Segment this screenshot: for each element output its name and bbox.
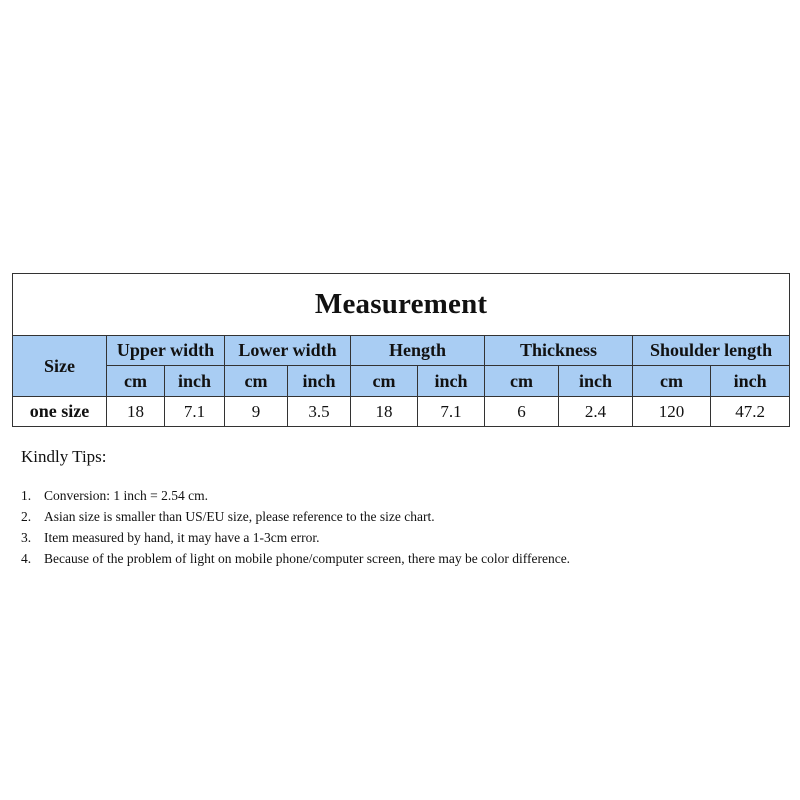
table-row — [13, 397, 790, 427]
unit-header-cm: cm — [225, 366, 288, 397]
unit-header-cm: cm — [485, 366, 559, 397]
column-header-upper-width: Upper width — [107, 336, 225, 366]
column-header-shoulder-length: Shoulder length — [633, 336, 790, 366]
size-chart-table — [12, 273, 790, 427]
row-size-label: one size — [13, 397, 107, 427]
unit-header-cm: cm — [351, 366, 418, 397]
unit-header-cm: cm — [107, 366, 165, 397]
column-header-thickness: Thickness — [485, 336, 633, 366]
unit-header-inch: inch — [418, 366, 485, 397]
table-cell: 3.5 — [288, 397, 351, 427]
table-cell: 47.2 — [711, 397, 790, 427]
table-cell: 120 — [633, 397, 711, 427]
table-cell: 7.1 — [418, 397, 485, 427]
tips-title: Kindly Tips: — [21, 447, 107, 466]
tip-number: 3. — [21, 530, 32, 545]
table-cell: 7.1 — [165, 397, 225, 427]
tip-item — [21, 548, 621, 569]
unit-header-inch: inch — [165, 366, 225, 397]
size-column-header: Size — [13, 336, 107, 397]
column-header-lower-width: Lower width — [225, 336, 351, 366]
tip-item — [21, 506, 621, 527]
tip-text: Asian size is smaller than US/EU size, please reference to the size chart. — [44, 509, 435, 524]
table-title: Measurement — [13, 274, 790, 336]
kindly-tips-section — [21, 447, 621, 569]
tip-number: 4. — [21, 551, 32, 566]
table-cell: 18 — [351, 397, 418, 427]
unit-header-inch: inch — [559, 366, 633, 397]
tip-text: Because of the problem of light on mobile phone/computer screen, there may be color difference. — [44, 551, 571, 566]
tip-text: Conversion: 1 inch = 2.54 cm. — [44, 488, 208, 503]
tip-number: 1. — [21, 488, 32, 503]
table-cell: 6 — [485, 397, 559, 427]
table-cell: 2.4 — [559, 397, 633, 427]
tips-list — [21, 485, 621, 569]
table-cell: 9 — [225, 397, 288, 427]
unit-header-inch: inch — [711, 366, 790, 397]
tip-text: Item measured by hand, it may have a 1-3cm error. — [44, 530, 320, 545]
tip-item — [21, 527, 621, 548]
tip-item — [21, 485, 621, 506]
unit-header-cm: cm — [633, 366, 711, 397]
column-header-hength: Hength — [351, 336, 485, 366]
table-cell: 18 — [107, 397, 165, 427]
unit-header-inch: inch — [288, 366, 351, 397]
tip-number: 2. — [21, 509, 32, 524]
